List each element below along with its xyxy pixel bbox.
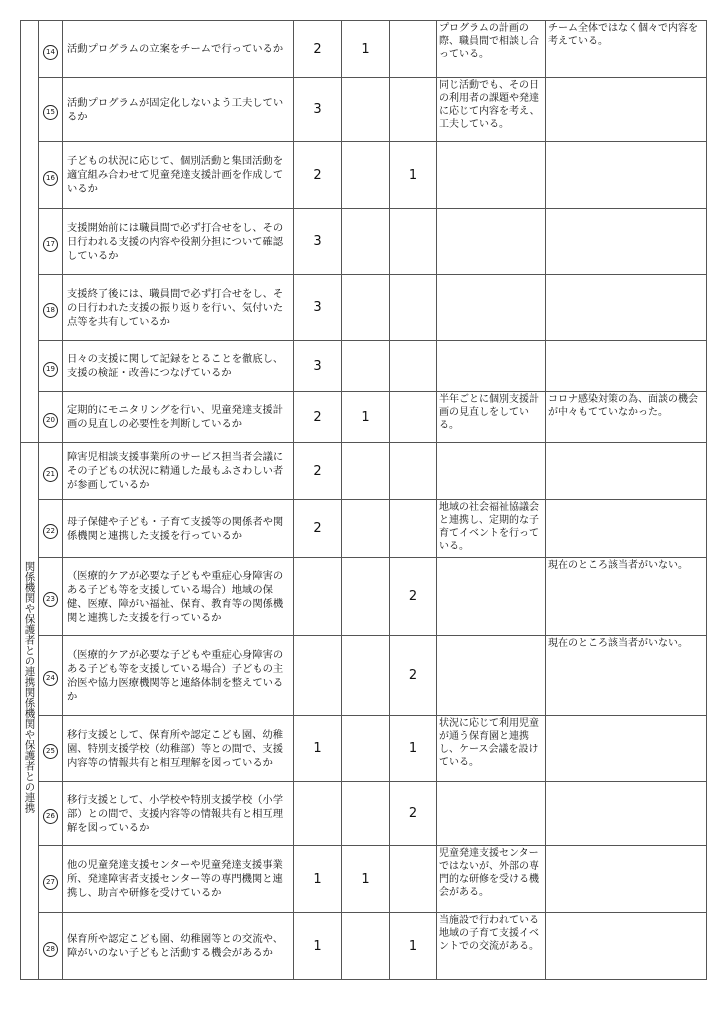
improvement-note [437, 341, 546, 392]
item-number-cell [39, 392, 63, 443]
value-yes: 1 [294, 913, 342, 980]
value-yes: 2 [294, 21, 342, 78]
value-no [342, 558, 390, 636]
item-text: （医療的ケアが必要な子どもや重症心身障害のある子ども等を支援している場合）子どもの主治医や協力医療機関等と連絡体制を整えているか [63, 636, 294, 716]
item-number: 18 [43, 303, 58, 318]
item-number: 26 [43, 809, 58, 824]
staff-comment [546, 209, 707, 275]
value-yes: 2 [294, 142, 342, 209]
staff-comment [546, 913, 707, 980]
item-text: （医療的ケアが必要な子どもや重症心身障害のある子ども等を支援している場合）地域の保健、医療、障がい福祉、保育、教育等の関係機関と連携した支援を行っているか [63, 558, 294, 636]
item-number-cell [39, 716, 63, 782]
value-unknown [390, 392, 437, 443]
value-yes: 3 [294, 341, 342, 392]
staff-comment: 現在のところ該当者がいない。 [546, 636, 707, 716]
value-yes: 1 [294, 846, 342, 913]
value-yes [294, 782, 342, 846]
item-number: 21 [43, 467, 58, 482]
staff-comment [546, 275, 707, 341]
item-number-cell [39, 558, 63, 636]
item-text: 他の児童発達支援センターや児童発達支援事業所、発達障害者支援センター等の専門機関と連携し、助言や研修を受けているか [63, 846, 294, 913]
item-number: 16 [43, 171, 58, 186]
value-no [342, 913, 390, 980]
item-text: 母子保健や子ども・子育て支援等の関係者や関係機関と連携した支援を行っているか [63, 500, 294, 558]
item-number-cell [39, 500, 63, 558]
item-number: 14 [43, 45, 58, 60]
item-number: 24 [43, 671, 58, 686]
value-yes: 2 [294, 392, 342, 443]
item-number-cell [39, 636, 63, 716]
value-yes: 2 [294, 500, 342, 558]
improvement-note: 半年ごとに個別支援計画の見直しをしている。 [437, 392, 546, 443]
category-cell-blank [21, 21, 39, 443]
value-unknown [390, 443, 437, 500]
value-yes: 1 [294, 716, 342, 782]
value-yes [294, 558, 342, 636]
item-text: 支援開始前には職員間で必ず打合せをし、その日行われる支援の内容や役割分担について確認しているか [63, 209, 294, 275]
item-text: 支援終了後には、職員間で必ず打合せをし、その日行われた支援の振り返りを行い、気付いた点等を共有しているか [63, 275, 294, 341]
value-yes: 3 [294, 209, 342, 275]
table-row [21, 636, 707, 716]
evaluation-sheet [20, 20, 706, 980]
value-yes: 3 [294, 78, 342, 142]
item-number-cell [39, 443, 63, 500]
value-no [342, 636, 390, 716]
value-no: 1 [342, 392, 390, 443]
value-no: 1 [342, 846, 390, 913]
table-row [21, 392, 707, 443]
item-text: 移行支援として、小学校や特別支援学校（小学部）との間で、支援内容等の情報共有と相互理解を図っているか [63, 782, 294, 846]
value-yes: 3 [294, 275, 342, 341]
table-row [21, 913, 707, 980]
item-text: 定期的にモニタリングを行い、児童発達支援計画の見直しの必要性を判断しているか [63, 392, 294, 443]
value-no [342, 275, 390, 341]
value-no [342, 78, 390, 142]
item-number-cell [39, 341, 63, 392]
improvement-note [437, 636, 546, 716]
staff-comment [546, 500, 707, 558]
improvement-note [437, 142, 546, 209]
value-no [342, 142, 390, 209]
value-unknown [390, 209, 437, 275]
staff-comment [546, 716, 707, 782]
staff-comment: コロナ感染対策の為、面談の機会が中々もてていなかった。 [546, 392, 707, 443]
value-no [342, 341, 390, 392]
value-unknown [390, 78, 437, 142]
table-row [21, 142, 707, 209]
table-row [21, 782, 707, 846]
item-number-cell [39, 142, 63, 209]
item-number-cell [39, 913, 63, 980]
table-row [21, 558, 707, 636]
value-no [342, 443, 390, 500]
value-unknown [390, 275, 437, 341]
item-text: 活動プログラムの立案をチームで行っているか [63, 21, 294, 78]
value-unknown: 1 [390, 913, 437, 980]
item-text: 移行支援として、保育所や認定こども園、幼稚園、特別支援学校（幼稚部）等との間で、支援内容等の情報共有と相互理解を図っているか [63, 716, 294, 782]
value-unknown: 1 [390, 142, 437, 209]
value-no [342, 500, 390, 558]
value-yes [294, 636, 342, 716]
improvement-note: 同じ活動でも、その日の利用者の課題や発達に応じて内容を考え、工夫している。 [437, 78, 546, 142]
value-unknown: 2 [390, 558, 437, 636]
value-unknown [390, 846, 437, 913]
value-yes: 2 [294, 443, 342, 500]
item-number: 20 [43, 413, 58, 428]
item-number: 27 [43, 875, 58, 890]
item-number: 25 [43, 744, 58, 759]
value-no [342, 209, 390, 275]
staff-comment [546, 78, 707, 142]
item-number-cell [39, 782, 63, 846]
item-number: 22 [43, 524, 58, 539]
value-unknown: 1 [390, 716, 437, 782]
item-number-cell [39, 209, 63, 275]
improvement-note: 地域の社会福祉協議会と連携し、定期的な子育てイベントを行っている。 [437, 500, 546, 558]
staff-comment [546, 443, 707, 500]
table-row [21, 209, 707, 275]
table-row [21, 443, 707, 500]
item-text: 日々の支援に関して記録をとることを徹底し、支援の検証・改善につなげているか [63, 341, 294, 392]
improvement-note [437, 443, 546, 500]
improvement-note: 児童発達支援センターではないが、外部の専門的な研修を受ける機会がある。 [437, 846, 546, 913]
item-number: 19 [43, 362, 58, 377]
improvement-note: 状況に応じて利用児童が通う保育園と連携し、ケース会議を設けている。 [437, 716, 546, 782]
evaluation-table [20, 20, 707, 980]
item-number-cell [39, 21, 63, 78]
item-text: 保育所や認定こども園、幼稚園等との交流や、障がいのない子どもと活動する機会があるか [63, 913, 294, 980]
staff-comment: 現在のところ該当者がいない。 [546, 558, 707, 636]
category-cell [21, 443, 39, 980]
value-no [342, 782, 390, 846]
value-unknown [390, 500, 437, 558]
table-row [21, 21, 707, 78]
improvement-note [437, 558, 546, 636]
item-text: 活動プログラムが固定化しないよう工夫しているか [63, 78, 294, 142]
value-unknown [390, 341, 437, 392]
staff-comment [546, 142, 707, 209]
table-row [21, 78, 707, 142]
item-number: 23 [43, 592, 58, 607]
item-number-cell [39, 275, 63, 341]
value-unknown: 2 [390, 636, 437, 716]
improvement-note [437, 275, 546, 341]
staff-comment [546, 782, 707, 846]
table-row [21, 716, 707, 782]
value-no: 1 [342, 21, 390, 78]
category-label: 関係機関や保護者との連携関係機関や保護者との連携 [23, 561, 36, 813]
improvement-note: 当施設で行われている地域の子育て支援イベントでの交流がある。 [437, 913, 546, 980]
staff-comment [546, 846, 707, 913]
item-number: 17 [43, 237, 58, 252]
value-unknown [390, 21, 437, 78]
staff-comment [546, 341, 707, 392]
value-no [342, 716, 390, 782]
value-unknown: 2 [390, 782, 437, 846]
improvement-note: プログラムの計画の際、職員間で相談し合っている。 [437, 21, 546, 78]
item-text: 障害児相談支援事業所のサービス担当者会議にその子どもの状況に精通した最もふさわしい者が参画しているか [63, 443, 294, 500]
table-row [21, 341, 707, 392]
table-row [21, 500, 707, 558]
item-text: 子どもの状況に応じて、個別活動と集団活動を適宜組み合わせて児童発達支援計画を作成しているか [63, 142, 294, 209]
table-row [21, 275, 707, 341]
improvement-note [437, 782, 546, 846]
table-row [21, 846, 707, 913]
item-number-cell [39, 78, 63, 142]
item-number-cell [39, 846, 63, 913]
item-number: 28 [43, 942, 58, 957]
improvement-note [437, 209, 546, 275]
staff-comment: チーム全体ではなく個々で内容を考えている。 [546, 21, 707, 78]
item-number: 15 [43, 105, 58, 120]
